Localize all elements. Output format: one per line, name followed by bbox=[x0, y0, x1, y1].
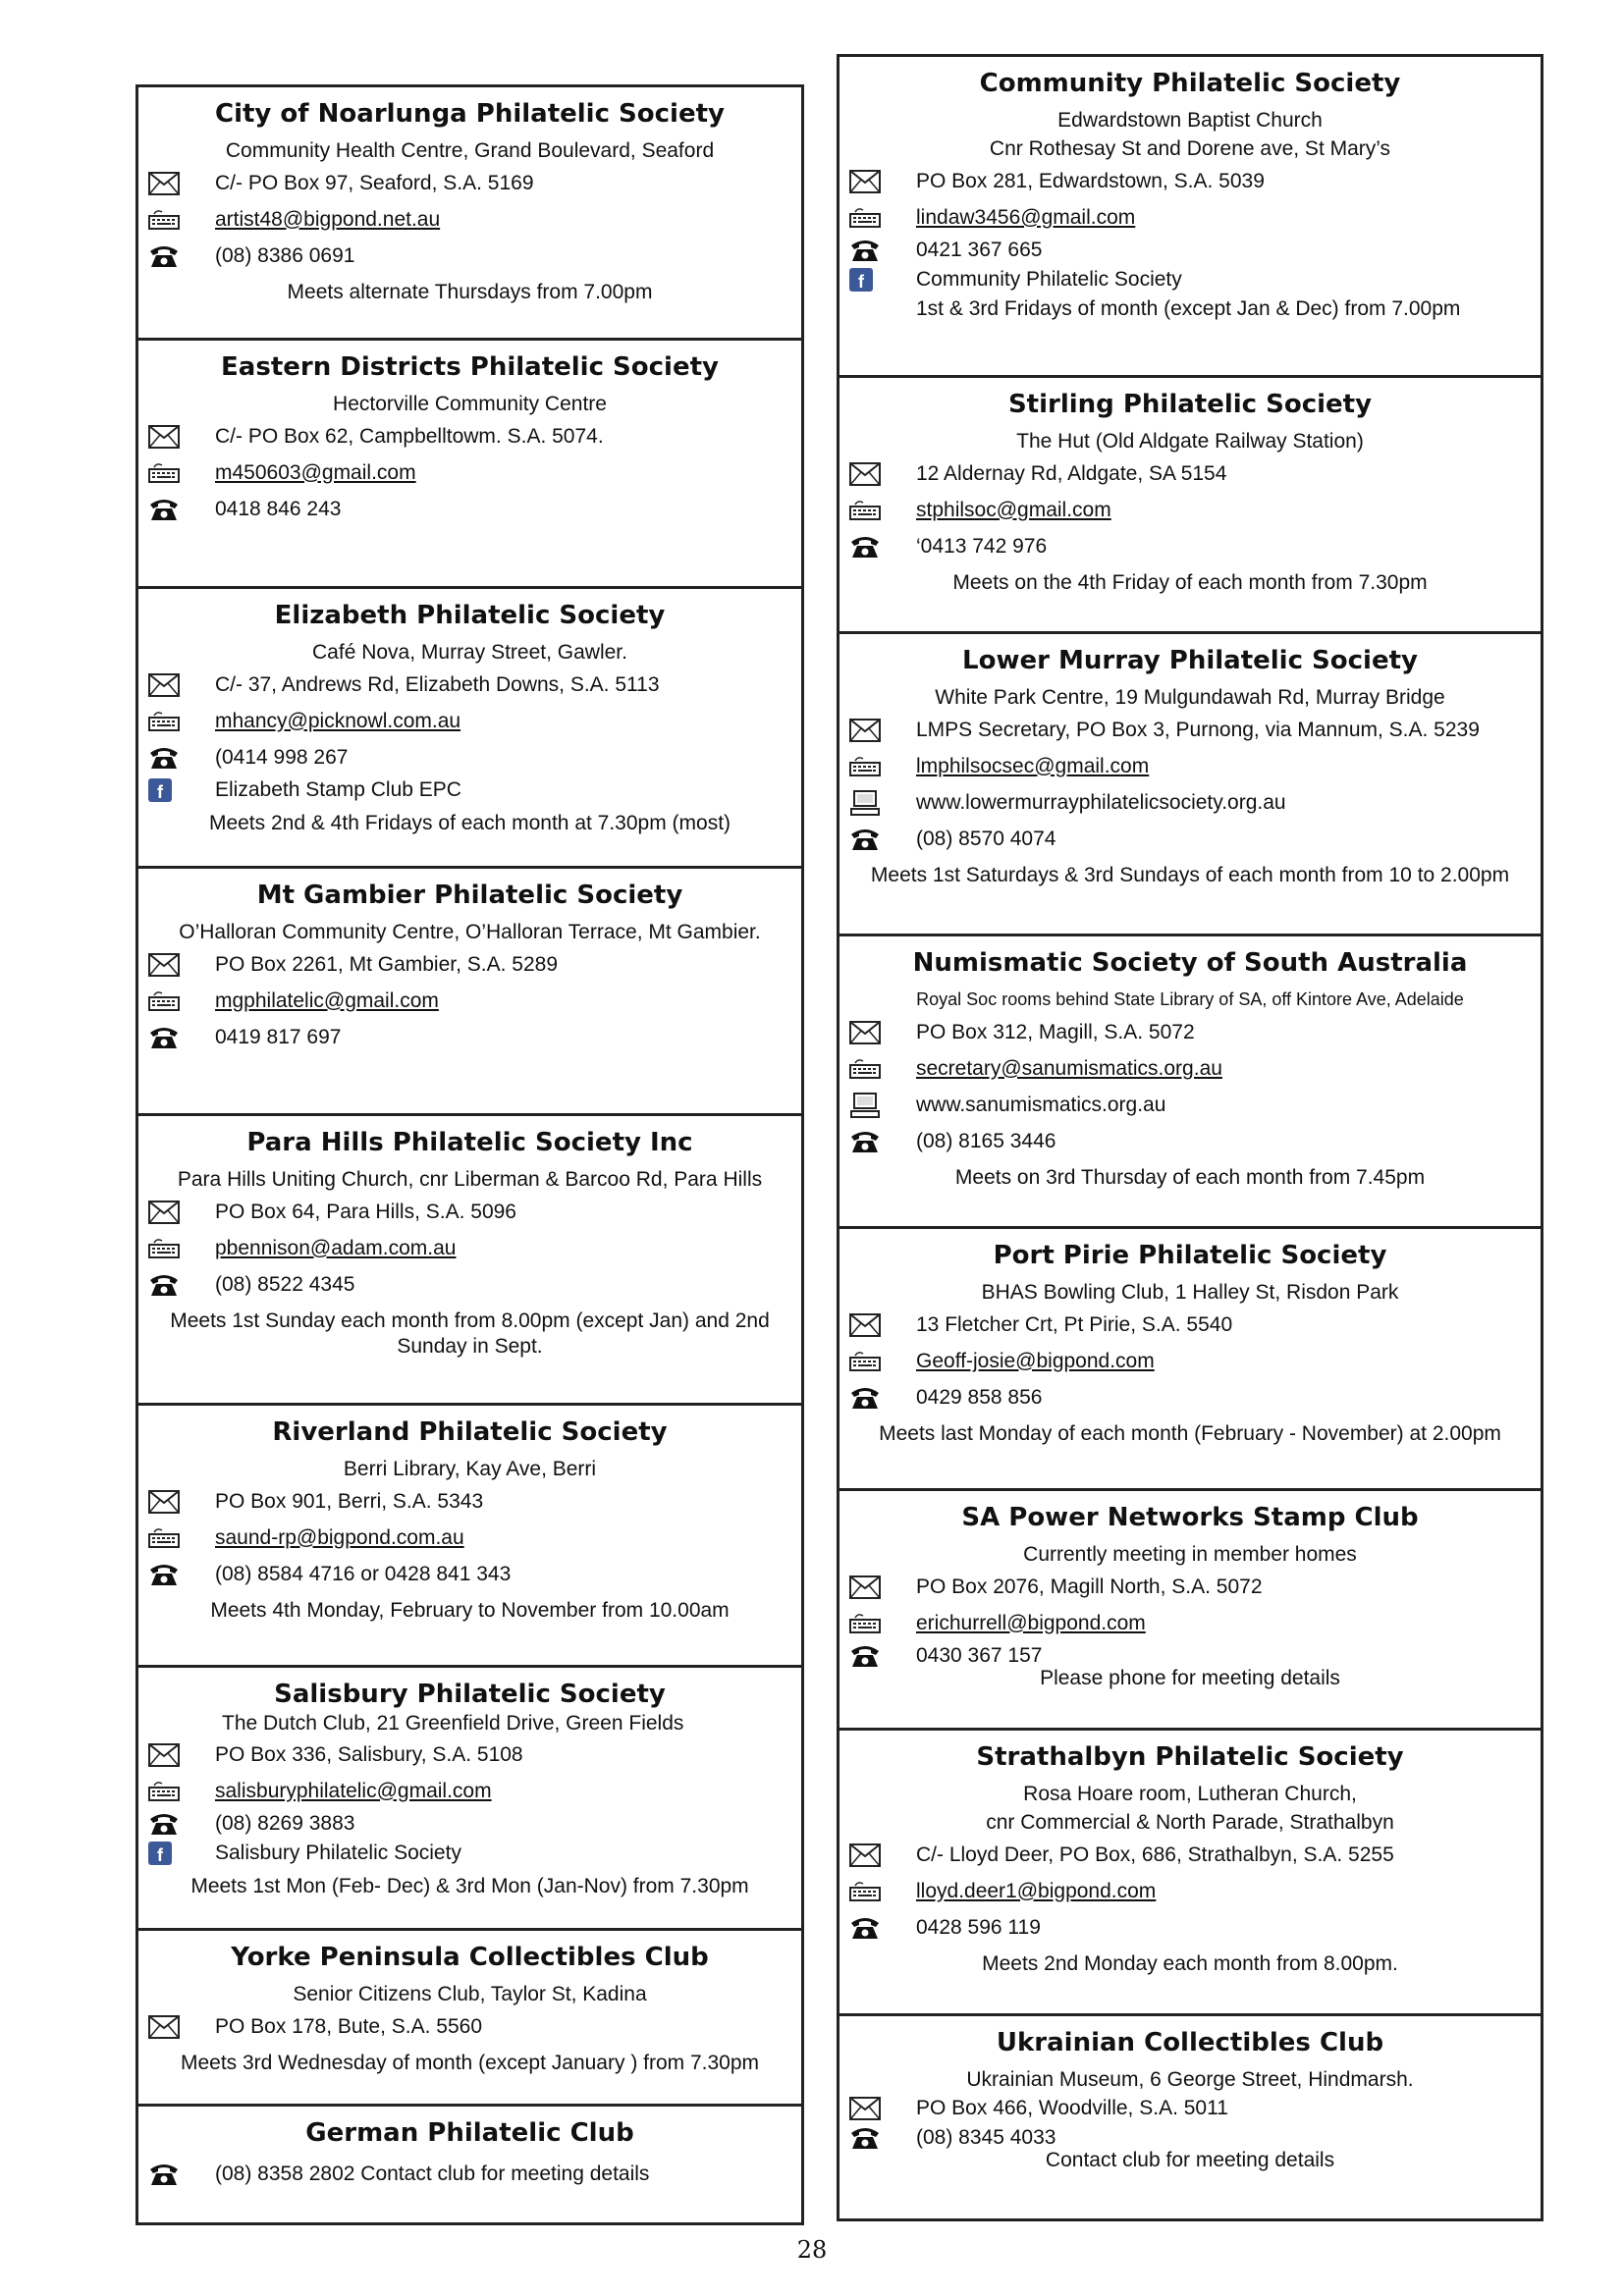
venue-line: Community Health Centre, Grand Boulevard, Seaford bbox=[225, 139, 715, 162]
keyboard-icon bbox=[148, 1780, 180, 1803]
venue-line: Café Nova, Murray Street, Gawler. bbox=[312, 641, 627, 664]
society-title: Para Hills Philatelic Society Inc bbox=[246, 1128, 693, 1157]
left-column bbox=[135, 87, 804, 2225]
phone-icon bbox=[849, 238, 881, 263]
society-title: SA Power Networks Stamp Club bbox=[961, 1503, 1419, 1532]
envelope-icon bbox=[839, 462, 916, 486]
keyboard-icon bbox=[849, 1612, 881, 1635]
contact-text: 12 Aldernay Rd, Aldgate, SA 5154 bbox=[916, 461, 1227, 485]
contact-text: 0421 367 665 bbox=[916, 239, 1043, 261]
contact-row bbox=[839, 265, 1541, 294]
contact-row bbox=[839, 1343, 1541, 1379]
envelope-icon bbox=[839, 1843, 916, 1867]
keyboard-icon bbox=[839, 499, 916, 522]
envelope-icon bbox=[138, 673, 215, 697]
keyboard-icon bbox=[839, 206, 916, 230]
contact-text: (08) 8165 3446 bbox=[916, 1129, 1056, 1152]
envelope-icon bbox=[849, 1843, 881, 1867]
contact-row bbox=[138, 2008, 801, 2045]
society-card bbox=[135, 1403, 804, 1668]
society-card bbox=[837, 54, 1543, 378]
keyboard-icon bbox=[138, 989, 215, 1013]
venue-line: The Hut (Old Aldgate Railway Station) bbox=[1016, 430, 1364, 453]
contact-text: 0429 858 856 bbox=[916, 1385, 1043, 1409]
envelope-icon bbox=[148, 953, 180, 977]
phone-icon bbox=[839, 2125, 916, 2151]
envelope-icon bbox=[138, 1743, 215, 1767]
facebook-icon bbox=[148, 778, 172, 802]
keyboard-icon bbox=[138, 1526, 215, 1550]
meeting-info: Meets 1st Saturdays & 3rd Sundays of each month from 10 to 2.00pm bbox=[870, 864, 1510, 886]
society-title: Lower Murray Philatelic Society bbox=[962, 646, 1418, 675]
phone-icon bbox=[849, 1643, 881, 1669]
society-title: Stirling Philatelic Society bbox=[1007, 390, 1373, 419]
contact-text: 0418 846 243 bbox=[215, 497, 342, 520]
envelope-icon bbox=[138, 2015, 215, 2039]
contact-row bbox=[839, 1014, 1541, 1050]
society-title: Elizabeth Philatelic Society bbox=[274, 601, 666, 630]
contact-row bbox=[138, 1019, 801, 1055]
phone-icon bbox=[138, 1562, 215, 1587]
keyboard-icon bbox=[839, 1880, 916, 1903]
phone-icon bbox=[849, 534, 881, 560]
contact-row bbox=[138, 1194, 801, 1230]
keyboard-icon bbox=[138, 461, 215, 485]
phone-icon bbox=[138, 243, 215, 269]
envelope-icon bbox=[849, 1313, 881, 1337]
page-number: 28 bbox=[796, 2236, 828, 2264]
envelope-icon bbox=[148, 425, 180, 449]
keyboard-icon bbox=[839, 1350, 916, 1373]
contact-row bbox=[138, 1773, 801, 1809]
facebook-icon bbox=[849, 268, 873, 292]
phone-icon bbox=[839, 827, 916, 852]
venue-line: Para Hills Uniting Church, cnr Liberman & Barcoo Rd, Para Hills bbox=[177, 1168, 763, 1191]
envelope-icon bbox=[148, 1490, 180, 1514]
phone-icon bbox=[849, 1129, 881, 1154]
envelope-icon bbox=[839, 719, 916, 742]
meeting-info: Meets alternate Thursdays from 7.00pm bbox=[287, 281, 653, 303]
contact-text: C/- 37, Andrews Rd, Elizabeth Downs, S.A. 5113 bbox=[215, 672, 660, 696]
contact-row bbox=[839, 784, 1541, 821]
contact-row bbox=[839, 455, 1541, 492]
keyboard-icon bbox=[839, 755, 916, 778]
phone-icon bbox=[138, 2162, 215, 2187]
society-title: Ukrainian Collectibles Club bbox=[996, 2028, 1384, 2057]
venue-line: O’Halloran Community Centre, O’Halloran Terrace, Mt Gambier. bbox=[179, 921, 761, 943]
envelope-icon bbox=[839, 170, 916, 193]
envelope-icon bbox=[138, 425, 215, 449]
phone-icon bbox=[148, 1811, 180, 1837]
keyboard-icon bbox=[839, 1057, 916, 1081]
contact-text: (08) 8358 2802 Contact club for meeting details bbox=[215, 2162, 650, 2185]
envelope-icon bbox=[849, 2097, 881, 2120]
society-card bbox=[135, 1665, 804, 1931]
society-card bbox=[135, 1113, 804, 1406]
contact-row bbox=[839, 1087, 1541, 1123]
contact-text: 0428 596 119 bbox=[916, 1915, 1041, 1939]
email-link[interactable]: erichurrell@bigpond.com bbox=[916, 1611, 1146, 1634]
email-link[interactable]: salisburyphilatelic@gmail.com bbox=[215, 1779, 492, 1802]
keyboard-icon bbox=[138, 1237, 215, 1260]
envelope-icon bbox=[849, 462, 881, 486]
contact-text: PO Box 281, Edwardstown, S.A. 5039 bbox=[916, 169, 1265, 192]
phone-icon bbox=[849, 1385, 881, 1411]
society-card bbox=[837, 1728, 1543, 2016]
email-link[interactable]: pbennison@adam.com.au bbox=[215, 1236, 457, 1259]
contact-text: Community Philatelic Society bbox=[916, 268, 1182, 291]
keyboard-icon bbox=[849, 1057, 881, 1081]
contact-text: (0414 998 267 bbox=[215, 745, 349, 769]
keyboard-icon bbox=[148, 461, 180, 485]
envelope-icon bbox=[148, 1201, 180, 1224]
contact-text: PO Box 2076, Magill North, S.A. 5072 bbox=[916, 1575, 1263, 1598]
facebook-icon bbox=[148, 1842, 172, 1865]
phone-icon bbox=[138, 1811, 215, 1837]
envelope-icon bbox=[839, 1313, 916, 1337]
email-link[interactable]: stphilsoc@gmail.com bbox=[916, 498, 1111, 521]
contact-text: PO Box 2261, Mt Gambier, S.A. 5289 bbox=[215, 952, 559, 976]
venue-line: Royal Soc rooms behind State Library of SA, off Kintore Ave, Adelaide bbox=[916, 989, 1464, 1009]
keyboard-icon bbox=[148, 989, 180, 1013]
facebook-icon bbox=[138, 778, 215, 802]
contact-text: (08) 8386 0691 bbox=[215, 243, 355, 267]
contact-row bbox=[839, 199, 1541, 236]
society-title: Community Philatelic Society bbox=[979, 69, 1401, 98]
society-card bbox=[837, 934, 1543, 1229]
contact-row bbox=[839, 294, 1541, 324]
contact-row bbox=[839, 1837, 1541, 1873]
email-link[interactable]: lmphilsocsec@gmail.com bbox=[916, 754, 1150, 777]
svg-text:f: f bbox=[157, 782, 163, 802]
contact-row bbox=[138, 983, 801, 1019]
contact-row bbox=[138, 1230, 801, 1266]
phone-icon bbox=[148, 2162, 180, 2187]
contact-row bbox=[839, 528, 1541, 564]
venue-line: BHAS Bowling Club, 1 Halley St, Risdon Park bbox=[981, 1281, 1399, 1304]
keyboard-icon bbox=[148, 208, 180, 232]
society-title: Yorke Peninsula Collectibles Club bbox=[231, 1943, 709, 1972]
contact-text: 1st & 3rd Fridays of month (except Jan & Dec) from 7.00pm bbox=[916, 297, 1461, 320]
facebook-icon bbox=[138, 1842, 215, 1865]
contact-row bbox=[138, 491, 801, 527]
contact-text: 0430 367 157 bbox=[916, 1644, 1043, 1667]
society-card bbox=[837, 1488, 1543, 1731]
meeting-info: Meets on 3rd Thursday of each month from 7.45pm bbox=[954, 1166, 1426, 1189]
contact-row bbox=[839, 492, 1541, 528]
contact-row bbox=[138, 1520, 801, 1556]
contact-text: 0419 817 697 bbox=[215, 1025, 342, 1048]
email-link[interactable]: saund-rp@bigpond.com.au bbox=[215, 1525, 464, 1549]
contact-row bbox=[138, 1266, 801, 1303]
phone-icon bbox=[138, 745, 215, 771]
phone-icon bbox=[849, 1915, 881, 1941]
phone-icon bbox=[839, 534, 916, 560]
meeting-info: Meets 1st Mon (Feb- Dec) & 3rd Mon (Jan-Nov) from 7.30pm bbox=[190, 1875, 749, 1897]
right-column bbox=[837, 57, 1543, 2221]
phone-icon bbox=[839, 1915, 916, 1941]
keyboard-icon bbox=[148, 710, 180, 733]
contact-row bbox=[839, 1909, 1541, 1946]
envelope-icon bbox=[148, 1743, 180, 1767]
contact-row bbox=[138, 1809, 801, 1839]
society-title: Port Pirie Philatelic Society bbox=[993, 1241, 1387, 1270]
venue-line: Senior Citizens Club, Taylor St, Kadina bbox=[293, 1983, 647, 2005]
email-link[interactable]: lindaw3456@gmail.com bbox=[916, 205, 1136, 229]
contact-row bbox=[839, 1050, 1541, 1087]
envelope-icon bbox=[849, 1021, 881, 1044]
phone-icon bbox=[839, 1643, 916, 1669]
envelope-icon bbox=[148, 172, 180, 195]
keyboard-icon bbox=[138, 208, 215, 232]
email-link[interactable]: mhancy@picknowl.com.au bbox=[215, 709, 461, 732]
meeting-info: Meets 3rd Wednesday of month (except January ) from 7.30pm bbox=[180, 2052, 760, 2074]
society-card bbox=[837, 2013, 1543, 2221]
contact-text: ‘0413 742 976 bbox=[916, 534, 1048, 558]
contact-row bbox=[138, 238, 801, 274]
email-link[interactable]: lloyd.deer1@bigpond.com bbox=[916, 1879, 1157, 1902]
phone-icon bbox=[148, 1025, 180, 1050]
contact-text: Salisbury Philatelic Society bbox=[215, 1842, 461, 1864]
computer-icon bbox=[849, 1093, 881, 1118]
phone-icon bbox=[138, 497, 215, 522]
envelope-icon bbox=[138, 172, 215, 195]
contact-text: www.lowermurrayphilatelicsociety.org.au bbox=[916, 790, 1286, 814]
meeting-info: Contact club for meeting details bbox=[1045, 2149, 1335, 2171]
contact-text: (08) 8345 4033 bbox=[916, 2126, 1056, 2149]
phone-icon bbox=[138, 1025, 215, 1050]
envelope-icon bbox=[138, 1490, 215, 1514]
venue-line: Berri Library, Kay Ave, Berri bbox=[343, 1458, 597, 1480]
envelope-icon bbox=[839, 1575, 916, 1599]
contact-row bbox=[839, 748, 1541, 784]
society-title: German Philatelic Club bbox=[305, 2118, 634, 2148]
contact-row bbox=[138, 2156, 801, 2192]
contact-text: PO Box 466, Woodville, S.A. 5011 bbox=[916, 2097, 1228, 2119]
svg-text:f: f bbox=[157, 1845, 163, 1865]
contact-row bbox=[839, 821, 1541, 857]
venue-line: Currently meeting in member homes bbox=[1023, 1543, 1357, 1566]
contact-row bbox=[138, 201, 801, 238]
contact-row bbox=[138, 775, 801, 805]
society-card bbox=[135, 338, 804, 589]
contact-row bbox=[138, 1556, 801, 1592]
contact-row bbox=[839, 712, 1541, 748]
meeting-info: Meets 2nd & 4th Fridays of each month at 7.30pm (most) bbox=[208, 812, 731, 834]
contact-text: PO Box 64, Para Hills, S.A. 5096 bbox=[215, 1200, 516, 1223]
venue-line: Edwardstown Baptist Church bbox=[1057, 109, 1323, 132]
contact-row bbox=[138, 418, 801, 454]
meeting-info: Please phone for meeting details bbox=[1040, 1667, 1340, 1689]
contact-row bbox=[839, 1307, 1541, 1343]
venue-line: Cnr Rothesay St and Dorene ave, St Mary’s bbox=[989, 137, 1391, 160]
contact-text: (08) 8570 4074 bbox=[916, 827, 1056, 850]
contact-text: PO Box 178, Bute, S.A. 5560 bbox=[215, 2014, 483, 2038]
email-link[interactable]: secretary@sanumismatics.org.au bbox=[916, 1056, 1222, 1080]
phone-icon bbox=[148, 243, 180, 269]
envelope-icon bbox=[839, 2097, 916, 2120]
contact-text: PO Box 901, Berri, S.A. 5343 bbox=[215, 1489, 484, 1513]
contact-row bbox=[839, 236, 1541, 265]
keyboard-icon bbox=[849, 755, 881, 778]
meeting-info: Meets on the 4th Friday of each month from 7.30pm bbox=[952, 571, 1428, 594]
contact-row bbox=[138, 1736, 801, 1773]
contact-row bbox=[138, 667, 801, 703]
phone-icon bbox=[138, 1272, 215, 1298]
society-title: Mt Gambier Philatelic Society bbox=[256, 881, 683, 910]
email-link[interactable]: mgphilatelic@gmail.com bbox=[215, 988, 439, 1012]
society-card bbox=[135, 1928, 804, 2107]
contact-row bbox=[138, 703, 801, 739]
phone-icon bbox=[849, 827, 881, 852]
contact-row bbox=[138, 1483, 801, 1520]
contact-text: LMPS Secretary, PO Box 3, Purnong, via Mannum, S.A. 5239 bbox=[916, 718, 1480, 741]
society-card bbox=[837, 1226, 1543, 1491]
contact-text: C/- Lloyd Deer, PO Box, 686, Strathalbyn, S.A. 5255 bbox=[916, 1842, 1394, 1866]
phone-icon bbox=[148, 745, 180, 771]
venue-line: Hectorville Community Centre bbox=[333, 393, 607, 415]
venue-line: The Dutch Club, 21 Greenfield Drive, Green Fields bbox=[222, 1712, 684, 1735]
envelope-icon bbox=[849, 170, 881, 193]
society-title: Numismatic Society of South Australia bbox=[912, 948, 1468, 978]
society-card bbox=[135, 2104, 804, 2225]
society-title: Salisbury Philatelic Society bbox=[274, 1680, 666, 1709]
contact-text: C/- PO Box 97, Seaford, S.A. 5169 bbox=[215, 171, 534, 194]
phone-icon bbox=[148, 497, 180, 522]
contact-text: PO Box 312, Magill, S.A. 5072 bbox=[916, 1020, 1195, 1043]
envelope-icon bbox=[849, 1575, 881, 1599]
contact-row bbox=[839, 1379, 1541, 1415]
keyboard-icon bbox=[138, 1780, 215, 1803]
society-title: City of Noarlunga Philatelic Society bbox=[215, 99, 725, 129]
venue-line: cnr Commercial & North Parade, Strathalbyn bbox=[986, 1811, 1394, 1834]
contact-row bbox=[839, 2094, 1541, 2123]
contact-row bbox=[138, 454, 801, 491]
envelope-icon bbox=[849, 719, 881, 742]
keyboard-icon bbox=[138, 710, 215, 733]
society-title: Riverland Philatelic Society bbox=[272, 1417, 668, 1447]
contact-text: (08) 8584 4716 or 0428 841 343 bbox=[215, 1562, 512, 1585]
contact-text: www.sanumismatics.org.au bbox=[916, 1093, 1166, 1116]
envelope-icon bbox=[839, 1021, 916, 1044]
venue-line: Ukrainian Museum, 6 George Street, Hindmarsh. bbox=[966, 2068, 1414, 2091]
phone-icon bbox=[148, 1562, 180, 1587]
phone-icon bbox=[839, 238, 916, 263]
contact-row bbox=[138, 739, 801, 775]
computer-icon bbox=[839, 1093, 916, 1118]
contact-text: 13 Fletcher Crt, Pt Pirie, S.A. 5540 bbox=[916, 1312, 1233, 1336]
keyboard-icon bbox=[148, 1526, 180, 1550]
contact-text: Elizabeth Stamp Club EPC bbox=[215, 778, 461, 801]
society-card bbox=[837, 631, 1543, 936]
venue-line: White Park Centre, 19 Mulgundawah Rd, Murray Bridge bbox=[935, 686, 1445, 709]
keyboard-icon bbox=[849, 206, 881, 230]
contact-row bbox=[138, 1839, 801, 1868]
meeting-info: Meets 4th Monday, February to November from 10.00am bbox=[210, 1599, 730, 1622]
phone-icon bbox=[839, 1385, 916, 1411]
keyboard-icon bbox=[849, 1880, 881, 1903]
keyboard-icon bbox=[148, 1237, 180, 1260]
meeting-info: Meets 2nd Monday each month from 8.00pm. bbox=[982, 1952, 1398, 1975]
meeting-info: Meets last Monday of each month (February - November) at 2.00pm bbox=[879, 1422, 1501, 1445]
contact-text: (08) 8522 4345 bbox=[215, 1272, 355, 1296]
society-card bbox=[135, 586, 804, 869]
venue-line: Rosa Hoare room, Lutheran Church, bbox=[1023, 1783, 1357, 1805]
meeting-info: Meets 1st Sunday each month from 8.00pm (except Jan) and 2nd Sunday in Sept. bbox=[170, 1309, 770, 1358]
envelope-icon bbox=[138, 953, 215, 977]
svg-text:f: f bbox=[858, 272, 864, 292]
phone-icon bbox=[839, 1129, 916, 1154]
contact-text: (08) 8269 3883 bbox=[215, 1812, 355, 1835]
contact-row bbox=[839, 1123, 1541, 1159]
email-link[interactable]: Geoff-josie@bigpond.com bbox=[916, 1349, 1155, 1372]
contact-row bbox=[138, 165, 801, 201]
phone-icon bbox=[849, 2125, 881, 2151]
society-title: Eastern Districts Philatelic Society bbox=[221, 352, 719, 382]
phone-icon bbox=[148, 1272, 180, 1298]
contact-row bbox=[839, 1569, 1541, 1605]
contact-text: PO Box 336, Salisbury, S.A. 5108 bbox=[215, 1742, 523, 1766]
envelope-icon bbox=[148, 2015, 180, 2039]
computer-icon bbox=[839, 790, 916, 816]
contact-row bbox=[839, 163, 1541, 199]
computer-icon bbox=[849, 790, 881, 816]
email-link[interactable]: m450603@gmail.com bbox=[215, 460, 416, 484]
society-card bbox=[135, 84, 804, 341]
society-title: Strathalbyn Philatelic Society bbox=[976, 1742, 1404, 1772]
contact-text: C/- PO Box 62, Campbelltowm. S.A. 5074. bbox=[215, 424, 604, 448]
envelope-icon bbox=[138, 1201, 215, 1224]
society-card bbox=[135, 866, 804, 1116]
keyboard-icon bbox=[839, 1612, 916, 1635]
contact-row bbox=[839, 1605, 1541, 1641]
contact-row bbox=[839, 1873, 1541, 1909]
facebook-icon bbox=[839, 268, 916, 292]
keyboard-icon bbox=[849, 1350, 881, 1373]
email-link[interactable]: artist48@bigpond.net.au bbox=[215, 207, 441, 231]
society-card bbox=[837, 375, 1543, 634]
keyboard-icon bbox=[849, 499, 881, 522]
envelope-icon bbox=[148, 673, 180, 697]
contact-row bbox=[138, 946, 801, 983]
